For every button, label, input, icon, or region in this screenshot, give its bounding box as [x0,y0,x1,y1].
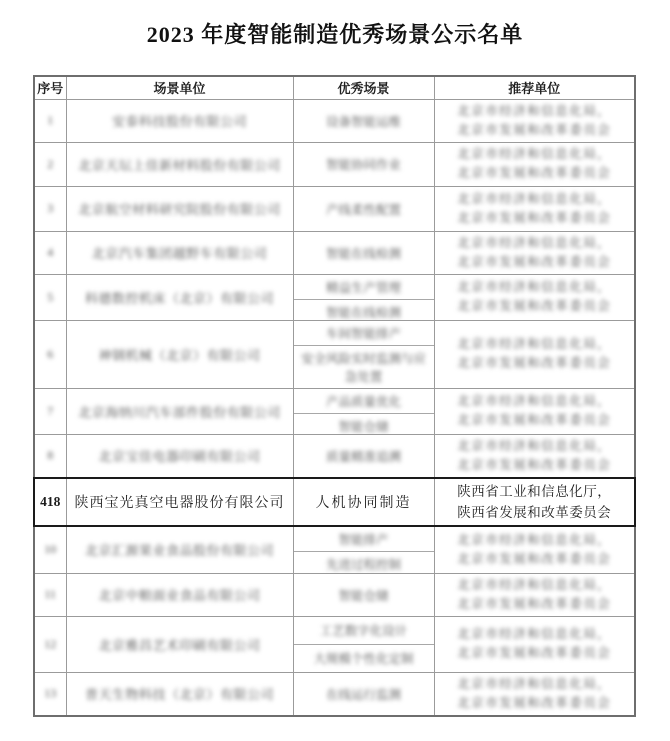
recommender-line: 陕西省工业和信息化厅， [457,483,612,499]
row-scenario [293,526,434,574]
header-index: 序号 [34,76,66,99]
table-header-row [34,76,635,99]
row-index [34,186,66,231]
row-scenario [293,573,434,616]
table-row [34,186,635,231]
row-unit [66,142,293,186]
row-unit [66,526,293,574]
table-row [34,99,635,142]
scenario-item: 大规模个性化定制 [313,652,414,666]
row-scenario [293,672,434,716]
row-index-text: 3 [47,201,54,215]
scenario-item: 在线运行监测 [325,687,401,702]
recommender-line: 陕西省发展和改革委员会 [457,504,612,520]
row-unit-text: 神钢机械（北京）有限公司 [98,347,261,363]
row-index [34,616,66,672]
recommender-line: 北京市经济和信息化局， [457,438,612,453]
row-unit [66,573,293,616]
recommender-line: 北京市经济和信息化局， [457,103,612,118]
row-recommender [434,388,635,434]
row-recommender [434,231,635,274]
row-unit [66,616,293,672]
row-index [34,388,66,434]
recommender-line: 北京市发展和改革委员会 [457,551,612,566]
row-scenario [293,434,434,478]
row-index-text: 8 [47,448,54,462]
scenario-item: 先进过程控制 [325,557,401,572]
recommender-line: 北京市经济和信息化局， [457,532,612,547]
row-index [34,231,66,274]
recommender-line: 北京市发展和改革委员会 [457,122,612,137]
table-row [34,231,635,274]
row-index [34,478,66,526]
row-recommender [434,320,635,388]
table-row [34,526,635,574]
scenario-item: 智能在线检测 [325,246,401,261]
row-recommender [434,526,635,574]
row-index [34,142,66,186]
row-scenario [293,478,434,526]
table-row [34,274,635,320]
recommender-line: 北京市发展和改革委员会 [457,596,612,611]
scenario-item: 智能协同作业 [325,158,401,172]
header-unit: 场景单位 [66,76,293,99]
scenario-item: 设备智能运维 [325,114,401,129]
recommender-line: 北京市经济和信息化局， [457,191,612,206]
row-recommender [434,434,635,478]
recommender-line: 北京市发展和改革委员会 [457,356,612,370]
header-scenario: 优秀场景 [293,76,434,99]
row-unit [66,320,293,388]
row-unit-text: 北京宝佳电器印刷有限公司 [98,449,261,464]
recommender-line: 北京市经济和信息化局， [457,235,612,250]
row-scenario [293,616,434,672]
recommender-line: 北京市经济和信息化局， [457,280,612,294]
row-unit [66,99,293,142]
row-unit-text: 北京雅昌艺术印刷有限公司 [98,637,261,653]
row-unit [66,672,293,716]
table-row [34,142,635,186]
scenario-item: 智能仓储 [338,588,389,603]
recommender-line: 北京市经济和信息化局， [457,394,612,408]
row-index [34,434,66,478]
row-index [34,672,66,716]
scenario-item: 智能仓储 [338,419,389,434]
row-recommender [434,142,635,186]
row-recommender [434,672,635,716]
row-index [34,573,66,616]
row-index-text: 4 [47,245,54,259]
row-unit-text: 普天生物科技（北京）有限公司 [84,687,274,702]
row-index-text: 6 [47,346,54,361]
recommender-line: 北京市发展和改革委员会 [457,166,612,180]
row-recommender [434,616,635,672]
row-scenario [293,388,434,434]
row-unit [66,274,293,320]
recommender-line: 北京市经济和信息化局， [457,676,612,691]
row-unit [66,388,293,434]
row-unit-text: 陕西宝光真空电器股份有限公司 [74,495,285,511]
recommender-line: 北京市发展和改革委员会 [457,299,612,313]
scenario-item: 质量精准追溯 [325,449,401,464]
row-recommender [434,99,635,142]
row-index-text: 418 [40,493,61,509]
row-index-text: 7 [47,403,54,418]
row-index [34,99,66,142]
header-recommender: 推荐单位 [434,76,635,99]
row-index-text: 12 [44,636,57,651]
row-scenario [293,320,434,388]
recommender-line: 北京市经济和信息化局， [457,627,612,641]
row-index-text: 11 [44,587,57,601]
scenario-item: 人机协同制造 [315,495,412,511]
row-scenario [293,231,434,274]
row-recommender [434,274,635,320]
table-row [34,573,635,616]
recommender-line: 北京市经济和信息化局， [457,147,612,161]
row-recommender [434,478,635,526]
row-index [34,274,66,320]
scenario-item: 智能在线检测 [325,305,401,320]
table-row [34,672,635,716]
recommender-line: 北京市经济和信息化局， [457,577,612,592]
row-recommender [434,186,635,231]
row-index [34,526,66,574]
row-unit [66,231,293,274]
row-index-text: 2 [47,156,54,171]
table-row [34,388,635,434]
row-index-text: 5 [47,289,54,304]
row-index-text: 13 [44,686,57,700]
scenario-item: 车间智能排产 [325,326,401,341]
scenario-item: 安全风险实时监测与应急处置 [300,351,426,384]
row-unit-text: 北京汇源果业食品股份有限公司 [84,543,274,558]
scenario-item: 产品质量优化 [325,394,401,409]
scenario-item: 精益生产管理 [325,280,401,295]
row-unit-text: 科德数控机床（北京）有限公司 [84,290,274,306]
recommender-line: 北京市发展和改革委员会 [457,457,612,472]
row-unit [66,478,293,526]
recommender-line: 北京市发展和改革委员会 [457,646,612,660]
scenario-item: 产线柔性配置 [325,202,401,217]
row-index [34,320,66,388]
row-unit [66,186,293,231]
recommender-line: 北京市发展和改革委员会 [457,210,612,225]
scenario-item: 智能排产 [338,532,389,547]
table-row [34,434,635,478]
recommender-line: 北京市经济和信息化局， [457,337,612,351]
row-recommender [434,573,635,616]
row-unit [66,434,293,478]
recommender-line: 北京市发展和改革委员会 [457,695,612,710]
row-unit-text: 北京海纳川汽车部件股份有限公司 [78,404,281,420]
row-unit-text: 北京中粮面业食品有限公司 [98,588,261,603]
scenario-table [33,75,636,717]
row-scenario [293,274,434,320]
table-row [34,616,635,672]
row-scenario [293,99,434,142]
row-scenario [293,186,434,231]
page-title: 2023 年度智能制造优秀场景公示名单 [146,22,524,47]
table-row [34,320,635,388]
scenario-item: 工艺数字化设计 [319,624,408,638]
row-unit-text: 北京天坛上佳新材料股份有限公司 [78,157,281,173]
row-unit-text: 北京汽车集团越野车有限公司 [91,246,268,261]
recommender-line: 北京市发展和改革委员会 [457,254,612,269]
row-index-text: 10 [44,542,57,556]
recommender-line: 北京市发展和改革委员会 [457,413,612,427]
table-row-highlighted [34,478,635,526]
row-scenario [293,142,434,186]
row-unit-text: 北京航空材料研究院股份有限公司 [78,202,281,217]
row-index-text: 1 [47,113,54,127]
row-unit-text: 安泰科技股份有限公司 [111,114,247,129]
